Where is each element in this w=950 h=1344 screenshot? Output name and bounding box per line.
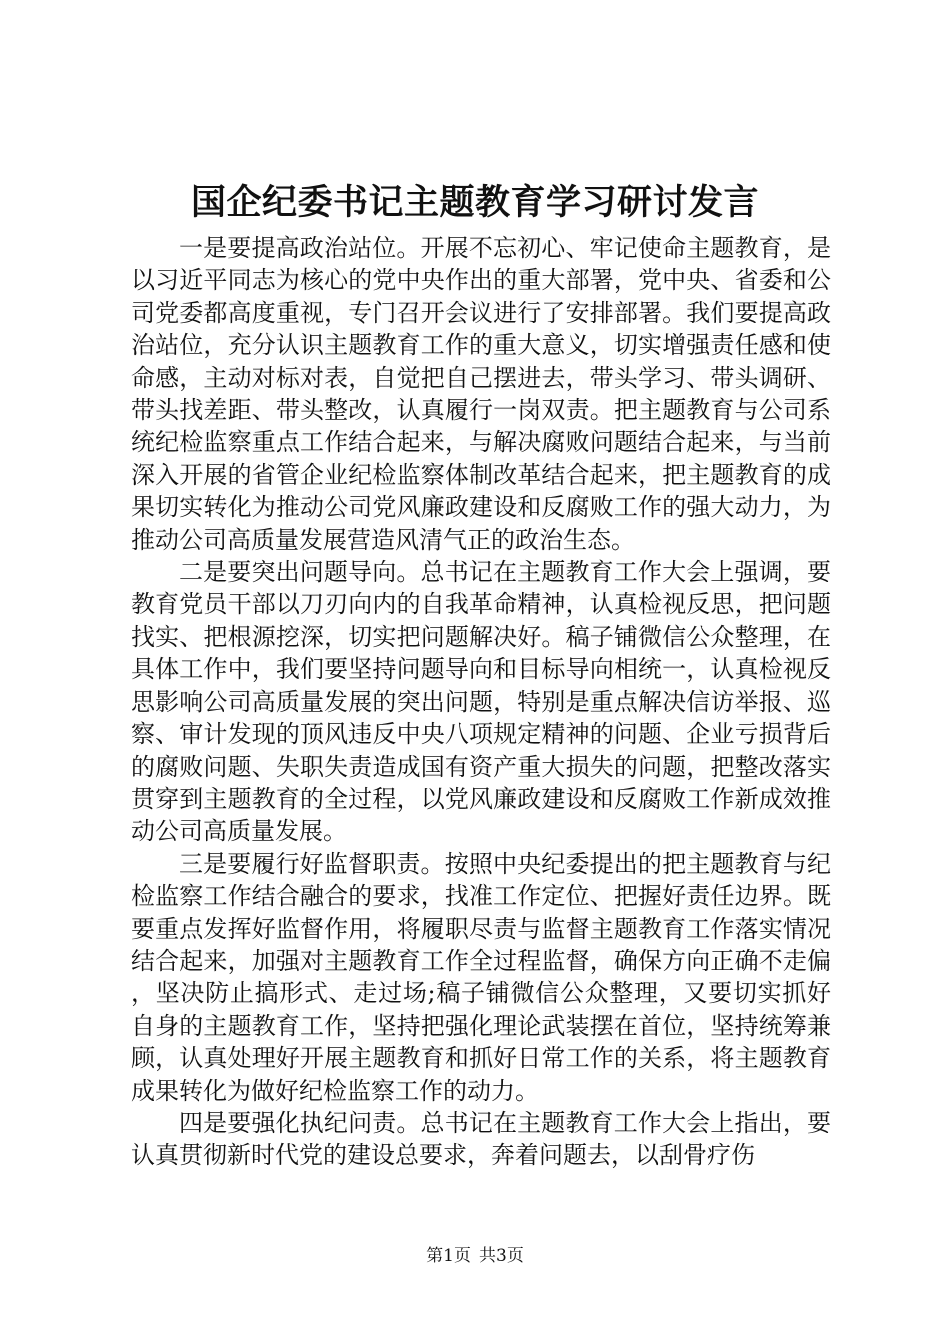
document-body	[131, 232, 831, 1172]
paragraph-3: 三是要履行好监督职责。按照中央纪委提出的把主题教育与纪检监察工作结合融合的要求，找准工作定位、把握好责任边界。既要重点发挥好监督作用，将履职尽责与监督主题教育工作落实情况结合起来，加强对主题教育工作全过程监督，确保方向正确不走偏，坚决防止搞形式、走过场;稿子铺微信公众整理，又要切实抓好自身的主题教育工作，坚持把强化理论武装摆在首位，坚持统筹兼顾，认真处理好开展主题教育和抓好日常工作的关系，将主题教育成果转化为做好纪检监察工作的动力。	[131, 849, 831, 1105]
paragraph-4: 四是要强化执纪问责。总书记在主题教育工作大会上指出，要认真贯彻新时代党的建设总要求，奔着问题去，以刮骨疗伤	[131, 1108, 831, 1170]
paragraph-1: 一是要提高政治站位。开展不忘初心、牢记使命主题教育，是以习近平同志为核心的党中央作出的重大部署，党中央、省委和公司党委都高度重视，专门召开会议进行了安排部署。我们要提高政治站位，充分认识主题教育工作的重大意义，切实增强责任感和使命感，主动对标对表，自觉把自己摆进去，带头学习、带头调研、带头找差距、带头整改，认真履行一岗双责。把主题教育与公司系统纪检监察重点工作结合起来，与解决腐败问题结合起来，与当前深入开展的省管企业纪检监察体制改革结合起来，把主题教育的成果切实转化为推动公司党风廉政建设和反腐败工作的强大动力，为推动公司高质量发展营造风清气正的政治生态。	[131, 234, 831, 554]
page-total: 共3页	[479, 1246, 524, 1266]
paragraph-2: 二是要突出问题导向。总书记在主题教育工作大会上强调，要教育党员干部以刀刃向内的自我革命精神，认真检视反思，把问题找实、把根源挖深，切实把问题解决好。稿子铺微信公众整理，在具体工作中，我们要坚持问题导向和目标导向相统一，认真检视反思影响公司高质量发展的突出问题，特别是重点解决信访举报、巡察、审计发现的顶风违反中央八项规定精神的问题、企业亏损背后的腐败问题、失职失责造成国有资产重大损失的问题，把整改落实贯穿到主题教育的全过程，以党风廉政建设和反腐败工作新成效推动公司高质量发展。	[131, 558, 831, 846]
document-title: 国企纪委书记主题教育学习研讨发言	[190, 182, 759, 223]
page-number: 第1页	[426, 1246, 471, 1266]
page-footer	[0, 1245, 950, 1267]
